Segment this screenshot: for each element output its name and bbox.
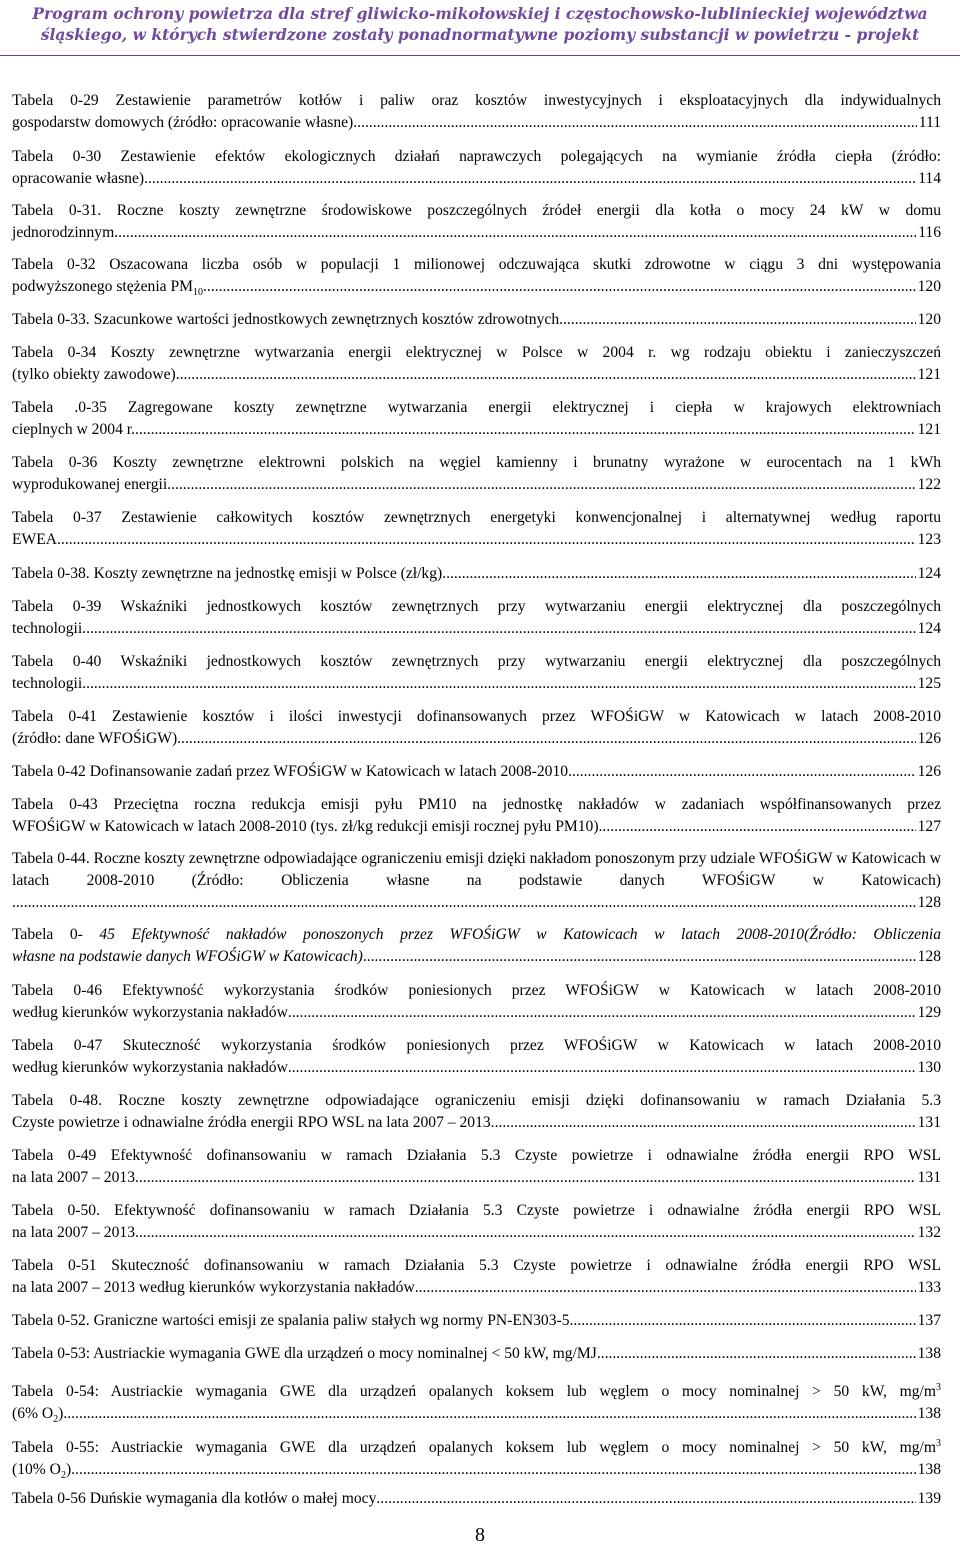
toc-page-number: 126 xyxy=(917,763,941,780)
toc-entry-last-text: Tabela 0-52. Graniczne wartości emisji ze spalania paliw stałych wg normy PN-EN303-5 xyxy=(12,1312,570,1329)
toc-entry[interactable] xyxy=(12,1200,941,1244)
toc-entry-last-line xyxy=(12,474,171,496)
toc-page-number: 121 xyxy=(917,421,941,438)
toc-entry-last-text: według kierunków wykorzystania nakładów xyxy=(12,1004,288,1021)
toc-entry-body: Tabela .0-35 Zagregowane koszty zewnętrzne wytwarzania energii elektrycznej i ciepła w krajowych elektrowniach xyxy=(12,399,941,416)
toc-page-number: 126 xyxy=(917,730,941,747)
toc-page-number: 139 xyxy=(917,1490,941,1507)
toc-entry[interactable] xyxy=(12,254,941,304)
toc-entry[interactable] xyxy=(12,397,941,441)
toc-entry-suffix: ) xyxy=(58,1405,64,1423)
toc-page-number: 129 xyxy=(917,1004,941,1021)
toc-entry-last-text: (źródło: dane WFOŚiGW) xyxy=(12,730,178,747)
toc-entry[interactable] xyxy=(12,563,941,585)
dot-leader xyxy=(82,618,915,640)
toc-page-number: 130 xyxy=(917,1059,941,1076)
toc-entry-text xyxy=(12,651,941,673)
toc-entry-body: Tabela 0-36 Koszty zewnętrzne elektrowni polskich na węgiel kamienny i brunatny wyrażone w eurocentach na 1 kWh xyxy=(12,454,941,471)
toc-entry-text xyxy=(12,1035,941,1057)
toc-page-number: 111 xyxy=(918,114,941,131)
toc-entry-text xyxy=(12,924,941,946)
dot-leader xyxy=(599,816,916,838)
toc-page-number: 125 xyxy=(917,675,941,692)
dot-leader xyxy=(57,529,916,551)
toc-entry-last-line xyxy=(12,761,568,783)
header-line-2: śląskiego, w których stwierdzone zostały ponadnormatywne poziomy substancji w powietrzu - projekt xyxy=(40,25,920,44)
toc-page-number: 123 xyxy=(917,531,941,548)
toc-entry[interactable] xyxy=(12,200,941,244)
toc-entry-last-line xyxy=(12,1112,491,1134)
toc-entry-last-line xyxy=(12,1002,288,1024)
toc-entry-last-line xyxy=(12,309,559,331)
toc-entry[interactable] xyxy=(12,90,941,134)
toc-entry-last-text: EWEA xyxy=(12,531,58,548)
toc-page-number: 116 xyxy=(918,224,941,241)
toc-page-number: 114 xyxy=(918,170,941,187)
toc-entry-last-line xyxy=(12,1403,63,1431)
toc-entry[interactable] xyxy=(12,761,941,783)
toc-entry-text xyxy=(12,254,941,276)
toc-entry-last-line xyxy=(12,946,363,968)
toc-entry-last-text: technologii xyxy=(12,675,83,692)
toc-entry-last-line xyxy=(12,673,82,695)
toc-entry[interactable] xyxy=(12,1433,941,1487)
toc-entry-last-line xyxy=(12,618,82,640)
toc-entry[interactable] xyxy=(12,848,941,914)
toc-entry-text xyxy=(12,706,941,728)
toc-entry-text xyxy=(12,90,941,112)
toc-entry[interactable] xyxy=(12,309,941,331)
toc-entry-body: Tabela 0-54: Austriackie wymagania GWE dla urządzeń opalanych koksem lub węglem o mocy nominalnej > 50 kW, mg/m xyxy=(12,1383,936,1401)
toc-entry-text xyxy=(12,1200,941,1222)
toc-entry-body: Tabela 0-37 Zestawienie całkowitych kosztów zewnętrznych energetyki konwencjonalnej i alternatywnej według raportu xyxy=(12,509,941,526)
subscript: 2 xyxy=(60,1470,66,1482)
toc-page-number: 120 xyxy=(917,278,941,295)
toc-entry[interactable] xyxy=(12,1488,941,1510)
toc-entry-body: 45 Efektywność nakładów ponoszonych przez WFOŚiGW w Katowicach w latach 2008-2010(Źródło: Obliczenia xyxy=(99,926,941,943)
toc-entry-last-text: technologii xyxy=(12,620,83,637)
toc-entry-last-line xyxy=(12,276,203,304)
toc-entry-last-text: WFOŚiGW w Katowicach w latach 2008-2010 (tys. zł/kg redukcji emisji rocznej pyłu PM10) xyxy=(12,818,599,835)
toc-entry-last-line xyxy=(12,1343,597,1365)
dot-leader xyxy=(288,1002,916,1024)
dot-leader xyxy=(568,761,916,783)
toc-entry-last-text: Tabela 0-38. Koszty zewnętrzne na jednostkę emisji w Polsce (zł/kg) xyxy=(12,565,443,582)
toc-page-number: 128 xyxy=(917,948,941,965)
toc-entry-body: Tabela 0-39 Wskaźniki jednostkowych kosztów zewnętrznych przy wytwarzaniu energii elektrycznej dla poszczególnych xyxy=(12,598,941,615)
toc-entry-last-line xyxy=(12,1167,135,1189)
toc-entry-text xyxy=(12,1090,941,1112)
toc-entry-last-text: własne na podstawie danych WFOŚiGW w Katowicach) xyxy=(12,948,363,965)
toc-entry-text xyxy=(12,980,941,1002)
toc-entry-body: Tabela 0-55: Austriackie wymagania GWE dla urządzeń opalanych koksem lub węglem o mocy nominalnej > 50 kW, mg/m xyxy=(12,1439,936,1457)
toc-entry-last-line xyxy=(12,1277,415,1299)
toc-entry[interactable] xyxy=(12,342,941,386)
toc-entry-last-line xyxy=(12,563,442,585)
toc-page-number: 124 xyxy=(917,620,941,637)
toc-entry-last-text: Tabela 0-33. Szacunkowe wartości jednostkowych zewnętrznych kosztów zdrowotnych xyxy=(12,311,560,328)
dot-leader xyxy=(570,1310,916,1332)
dot-leader xyxy=(176,364,916,386)
toc-entry[interactable] xyxy=(12,1310,941,1332)
toc-entry-body: Tabela 0-48. Roczne koszty zewnętrzne odpowiadające ograniczeniu emisji dzięki dofinansowaniu w ramach Działania 5.3 xyxy=(12,1092,941,1109)
toc-entry[interactable] xyxy=(12,794,941,838)
toc-entry-last-text: na lata 2007 – 2013 xyxy=(12,1169,135,1186)
toc-entry[interactable] xyxy=(12,1377,941,1431)
toc-entry-label: Tabela 0- xyxy=(12,926,100,943)
toc-page-number: 137 xyxy=(917,1312,941,1329)
toc-entry[interactable] xyxy=(12,651,941,695)
dot-leader xyxy=(203,276,916,298)
toc-page-number: 122 xyxy=(917,476,941,493)
toc-entry-last-text: (6% O xyxy=(12,1405,54,1423)
toc-entry-body: Tabela 0-47 Skuteczność wykorzystania środków poniesionych przez WFOŚiGW w Katowicach w latach 2008-2010 xyxy=(12,1037,941,1054)
dot-leader xyxy=(442,563,915,585)
dot-leader xyxy=(177,728,915,750)
toc-entry[interactable] xyxy=(12,1035,941,1079)
dot-leader xyxy=(597,1343,916,1365)
toc-entry-last-line xyxy=(12,168,144,190)
toc-entry-last-text: Tabela 0-42 Dofinansowanie zadań przez WFOŚiGW w Katowicach w latach 2008-2010 xyxy=(12,763,569,780)
toc-entry-text xyxy=(12,1377,941,1403)
dot-leader xyxy=(415,1277,916,1299)
toc-entry-body: Tabela 0-40 Wskaźniki jednostkowych kosztów zewnętrznych przy wytwarzaniu energii elektrycznej dla poszczególnych xyxy=(12,653,941,670)
dot-leader xyxy=(144,168,916,190)
toc-entry-last-text: opracowanie własne) xyxy=(12,170,145,187)
dot-leader xyxy=(491,1112,916,1134)
toc-entry-last-line xyxy=(12,1057,288,1079)
toc-entry[interactable] xyxy=(12,507,941,551)
toc-page-number: 128 xyxy=(917,894,941,911)
toc-entry-last-text: podwyższonego stężenia PM xyxy=(12,278,194,295)
subscript: 10 xyxy=(193,287,204,299)
toc-page-number: 138 xyxy=(917,1461,941,1479)
dot-leader xyxy=(559,309,915,331)
toc-entry-last-text: wyprodukowanej energii. xyxy=(12,476,172,493)
toc-entry-body: Tabela 0-41 Zestawienie kosztów i ilości inwestycji dofinansowanych przez WFOŚiGW w Katowicach w latach 2008-2010 xyxy=(12,708,941,725)
toc-entry-text xyxy=(12,1255,941,1277)
toc-entry-text xyxy=(12,397,941,419)
page-number: 8 xyxy=(475,1524,485,1546)
toc-entry-last-line xyxy=(12,1459,71,1487)
toc-entry[interactable] xyxy=(12,706,941,750)
toc-entry-last-line xyxy=(12,112,353,134)
toc-entry[interactable] xyxy=(12,1343,941,1365)
toc-entry-text xyxy=(12,596,941,618)
toc-entry[interactable] xyxy=(12,596,941,640)
toc-entry-last-text: na lata 2007 – 2013 według kierunków wykorzystania nakładów xyxy=(12,1279,415,1296)
toc-entry[interactable] xyxy=(12,146,941,190)
toc-page-number: 121 xyxy=(917,366,941,383)
toc-entry[interactable] xyxy=(12,980,941,1024)
toc-page-number: 131 xyxy=(917,1169,941,1186)
dot-leader xyxy=(63,1403,915,1425)
toc-entry-last-text: cieplnych w 2004 r. xyxy=(12,421,135,438)
toc-entry-last-line xyxy=(12,222,114,244)
toc-page-number: 133 xyxy=(917,1279,941,1296)
toc-page-number: 120 xyxy=(917,311,941,328)
superscript: 3 xyxy=(936,1438,941,1449)
toc-entry-body: Tabela 0-31. Roczne koszty zewnętrzne środowiskowe poszczególnych źródeł energii dla kotła o mocy 24 kW w domu xyxy=(12,202,941,219)
toc-entry-last-text: Tabela 0-53: Austriackie wymagania GWE dla urządzeń o mocy nominalnej < 50 kW, mg/MJ xyxy=(12,1345,597,1362)
toc-entry-last-text: (tylko obiekty zawodowe) xyxy=(12,366,176,383)
toc-entry[interactable] xyxy=(12,1090,941,1134)
superscript: 3 xyxy=(936,1382,941,1393)
toc-entry-body: Tabela 0-46 Efektywność wykorzystania środków poniesionych przez WFOŚiGW w Katowicach w latach 2008-2010 xyxy=(12,982,941,999)
toc-page-number: 131 xyxy=(917,1114,941,1131)
toc-entry-text xyxy=(12,342,941,364)
toc-entry-last-text: Tabela 0-56 Duńskie wymagania dla kotłów o małej mocy xyxy=(12,1490,377,1507)
toc-entry-last-line xyxy=(12,1488,376,1510)
toc-entry-last-line xyxy=(12,728,177,750)
toc-entry-body: Tabela 0-30 Zestawienie efektów ekologicznych działań naprawczych polegających na wymianie źródła ciepła (źródło: xyxy=(12,148,941,165)
toc-entry-body: Tabela 0-51 Skuteczność dofinansowaniu w ramach Działania 5.3 Czyste powietrze i odnawialne źródła energii RPO WSL xyxy=(12,1257,941,1274)
toc-entry-text xyxy=(12,1145,941,1167)
dot-leader xyxy=(353,112,917,134)
toc-entry-last-text: (10% O xyxy=(12,1461,61,1479)
toc-page-number: 138 xyxy=(917,1345,941,1362)
document-header xyxy=(0,0,960,56)
toc-entry-text xyxy=(12,146,941,168)
toc-entry-last-text: jednorodzinnym xyxy=(12,224,115,241)
toc-entry-text xyxy=(12,1433,941,1459)
dot-leader xyxy=(135,1222,916,1244)
dot-leader xyxy=(135,419,916,441)
toc-entry-last-line xyxy=(12,419,135,441)
dot-leader xyxy=(71,1459,915,1481)
toc-entry-body: Tabela 0-50. Efektywność dofinansowaniu w ramach Działania 5.3 Czyste powietrze i odnawialne źródła energii RPO WSL xyxy=(12,1202,941,1219)
toc-entry[interactable] xyxy=(12,1255,941,1299)
dot-leader xyxy=(171,474,916,496)
toc-entry-body: Tabela 0-44. Roczne koszty zewnętrzne odpowiadające ograniczeniu emisji dzięki nakładom ponoszonym przy udziale WFOŚiGW w Katowicach w latach 2008-2010 (Źródło: Obliczenia własne na podstawie danych WFOŚiGW w Katowicach) xyxy=(12,850,941,889)
toc-page-number: 124 xyxy=(917,565,941,582)
header-line-1: Program ochrony powietrza dla stref gliwicko-mikołowskiej i częstochowsko-lublinieckiej województwa xyxy=(32,4,928,23)
toc-entry[interactable] xyxy=(12,452,941,496)
toc-entry-body: Tabela 0-34 Koszty zewnętrzne wytwarzania energii elektrycznej w Polsce w 2004 r. wg rodzaju obiektu i zanieczyszczeń xyxy=(12,344,941,361)
toc-entry-last-line xyxy=(12,816,599,838)
dot-leader xyxy=(135,1167,916,1189)
toc-entry-body: Tabela 0-49 Efektywność dofinansowaniu w ramach Działania 5.3 Czyste powietrze i odnawialne źródła energii RPO WSL xyxy=(12,1147,941,1164)
toc-entry-last-text: według kierunków wykorzystania nakładów xyxy=(12,1059,288,1076)
toc-page-number: 127 xyxy=(917,818,941,835)
toc-entry-body: Tabela 0-29 Zestawienie parametrów kotłów i paliw oraz kosztów inwestycyjnych i eksploatacyjnych dla indywidualnych xyxy=(12,92,941,109)
toc-page-number: 132 xyxy=(917,1224,941,1241)
subscript: 2 xyxy=(53,1414,59,1426)
dot-leader xyxy=(82,673,915,695)
toc-entry-last-text: gospodarstw domowych (źródło: opracowanie własne) xyxy=(12,114,354,131)
dot-leader xyxy=(363,946,916,968)
toc-entry-text xyxy=(12,848,941,892)
toc-entry-last-line xyxy=(12,1310,570,1332)
toc-entry-text xyxy=(12,200,941,222)
toc-entry-body: Tabela 0-32 Oszacowana liczba osób w populacji 1 milionowej odczuwająca skutki zdrowotne w ciągu 3 dni występowania xyxy=(12,256,941,273)
toc-entry-last-text: na lata 2007 – 2013 xyxy=(12,1224,135,1241)
dot-leader xyxy=(376,1488,915,1510)
dot-leader xyxy=(12,892,916,914)
toc-entry[interactable] xyxy=(12,924,941,968)
toc-entry-last-text: Czyste powietrze i odnawialne źródła energii RPO WSL na lata 2007 – 2013 xyxy=(12,1114,491,1131)
toc-entry[interactable] xyxy=(12,1145,941,1189)
dot-leader xyxy=(114,222,916,244)
toc-entry-text xyxy=(12,507,941,529)
toc-entry-last-line xyxy=(12,1222,135,1244)
toc-entry-body: Tabela 0-43 Przeciętna roczna redukcja emisji pyłu PM10 na jednostkę nakładów w zadaniach współfinansowanych przez xyxy=(12,796,941,813)
dot-leader xyxy=(288,1057,916,1079)
toc-entry-text xyxy=(12,452,941,474)
toc-entry-text xyxy=(12,794,941,816)
toc-entry-suffix: ) xyxy=(65,1461,72,1479)
toc-entry-last-line xyxy=(12,364,176,386)
toc-page-number: 138 xyxy=(917,1405,941,1423)
toc-entry-last-line xyxy=(12,529,57,551)
